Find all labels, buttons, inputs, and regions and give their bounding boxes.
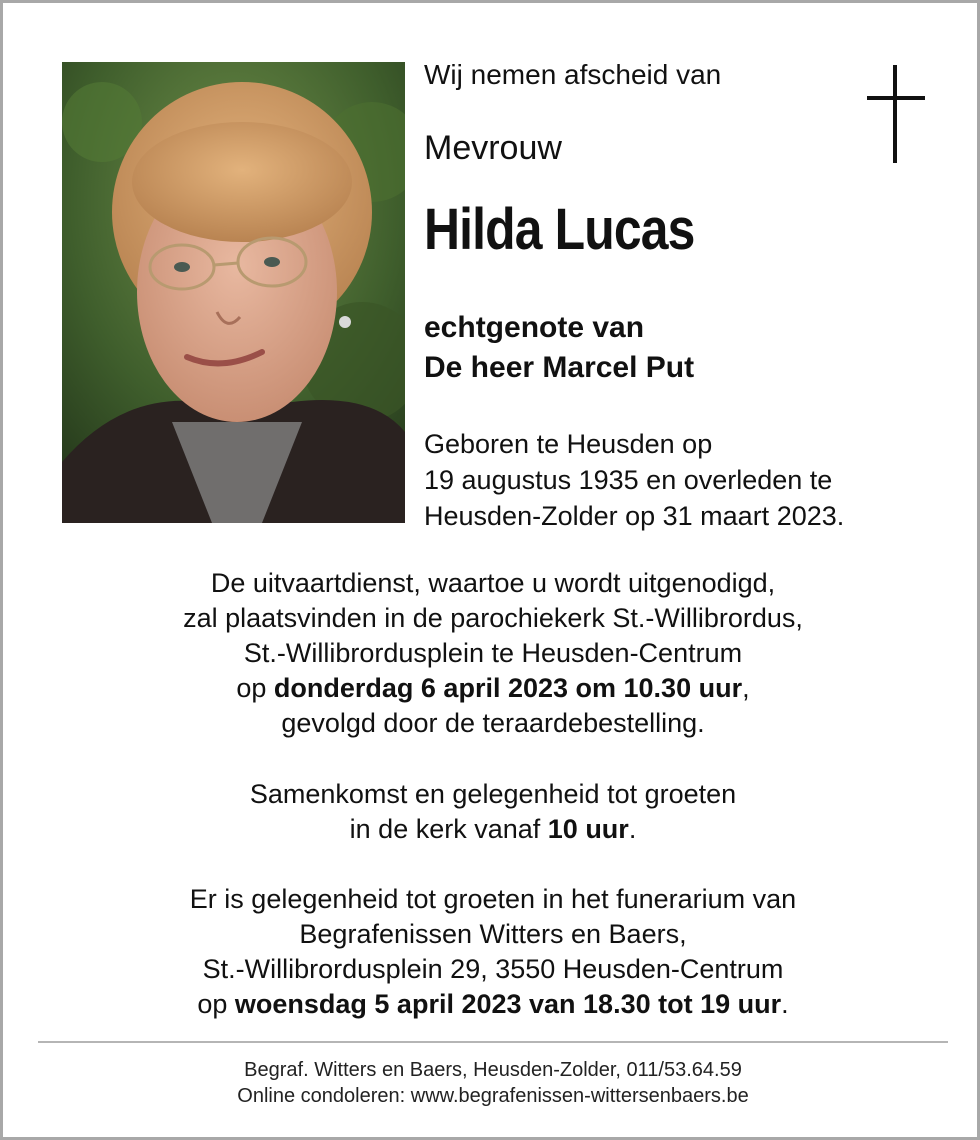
spouse-name: De heer Marcel Put — [424, 351, 695, 384]
service-line: De uitvaartdienst, waartoe u wordt uitgenodigd, — [210, 568, 776, 598]
birth-death-info — [424, 426, 844, 534]
birth-line: Geboren te Heusden op — [424, 429, 713, 459]
footer-divider — [38, 1041, 948, 1043]
service-date-line — [3, 671, 980, 706]
visitation-date-suffix: . — [781, 989, 789, 1019]
cross-icon — [867, 65, 925, 163]
gathering-time-line — [3, 812, 980, 847]
service-date-suffix: , — [742, 673, 750, 703]
gathering-line: Samenkomst en gelegenheid tot groeten — [249, 779, 737, 809]
deceased-name: Hilda Lucas — [424, 197, 695, 262]
visitation-date-line — [3, 987, 980, 1022]
portrait-illustration — [62, 62, 405, 523]
gathering-info — [3, 777, 980, 847]
visitation-date: woensdag 5 april 2023 van 18.30 tot 19 uur — [234, 989, 782, 1019]
honorific: Mevrouw — [424, 129, 562, 167]
service-date-prefix: op — [236, 673, 274, 703]
visitation-date-prefix: op — [197, 989, 235, 1019]
service-date: donderdag 6 april 2023 om 10.30 uur — [273, 673, 743, 703]
intro-text: Wij nemen afscheid van — [424, 59, 722, 90]
service-line: zal plaatsvinden in de parochiekerk St.-Willibrordus, — [183, 603, 803, 633]
birth-line: 19 augustus 1935 en overleden te — [424, 465, 833, 495]
spouse-info — [424, 308, 694, 388]
spouse-label: echtgenote van — [424, 311, 645, 344]
footer-contact: Begraf. Witters en Baers, Heusden-Zolder, 011/53.64.59 — [244, 1059, 742, 1081]
service-info — [3, 566, 980, 741]
birth-line: Heusden-Zolder op 31 maart 2023. — [424, 501, 845, 531]
funeral-home-line: Er is gelegenheid tot groeten in het funerarium van — [189, 884, 797, 914]
service-line: gevolgd door de teraardebestelling. — [281, 708, 705, 738]
funeral-home-line: Begrafenissen Witters en Baers, — [299, 919, 687, 949]
gathering-time: 10 uur — [547, 814, 629, 844]
portrait-photo — [62, 62, 405, 523]
funeral-home-line: St.-Willibrordusplein 29, 3550 Heusden-Centrum — [202, 954, 784, 984]
service-line: St.-Willibrordusplein te Heusden-Centrum — [243, 638, 743, 668]
funeral-home-info — [3, 882, 980, 1022]
footer — [3, 1057, 980, 1109]
gathering-time-prefix: in de kerk vanaf — [349, 814, 548, 844]
gathering-time-suffix: . — [628, 814, 637, 844]
footer-website: Online condoleren: www.begrafenissen-wittersenbaers.be — [237, 1085, 749, 1107]
